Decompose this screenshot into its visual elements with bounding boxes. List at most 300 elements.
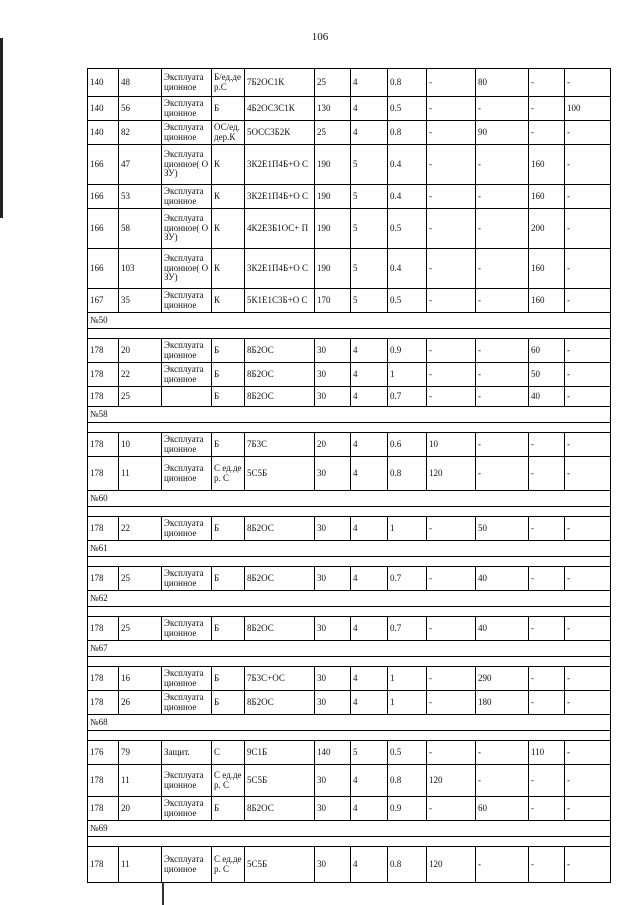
section-label: №60 [88, 491, 611, 507]
cell-species-mark: Б/ед.де р.С [212, 69, 245, 97]
cell-plot: 22 [119, 517, 162, 541]
cell-category: Эксплуата ционное [162, 69, 212, 97]
cell-value-d: - [565, 249, 611, 289]
binding-mark [162, 883, 164, 905]
cell-value-d: - [565, 387, 611, 407]
cell-quarter: 178 [88, 765, 119, 797]
cell-age: 30 [315, 765, 351, 797]
cell-quarter: 166 [88, 185, 119, 209]
cell-density: 0.5 [388, 97, 427, 121]
cell-age: 30 [315, 457, 351, 491]
forest-inventory-table [87, 68, 611, 883]
cell-category: Эксплуата ционное [162, 617, 212, 641]
cell-value-c: - [529, 517, 565, 541]
cell-value-a: 120 [427, 765, 476, 797]
table-body [88, 69, 611, 883]
section-row [88, 313, 611, 329]
cell-value-b: - [476, 765, 529, 797]
cell-composition: 5С5Б [245, 765, 315, 797]
cell-composition: 3К2Е1П4Б+О С [245, 249, 315, 289]
cell-value-d: - [565, 691, 611, 715]
cell-value-d: - [565, 847, 611, 883]
cell-plot: 20 [119, 797, 162, 821]
table-row [88, 517, 611, 541]
cell-composition: 5ОСС3Б2К [245, 121, 315, 145]
cell-density: 0.8 [388, 121, 427, 145]
cell-quarter: 140 [88, 69, 119, 97]
table-row [88, 209, 611, 249]
cell-quarter: 178 [88, 667, 119, 691]
table-row [88, 387, 611, 407]
cell-value-d: - [565, 567, 611, 591]
spacer-row [88, 607, 611, 617]
cell-value-c: - [529, 457, 565, 491]
cell-plot: 56 [119, 97, 162, 121]
cell-value-d: 100 [565, 97, 611, 121]
cell-species-mark: Б [212, 433, 245, 457]
section-label: №58 [88, 407, 611, 423]
cell-density: 0.5 [388, 289, 427, 313]
section-row [88, 491, 611, 507]
cell-species-mark: Б [212, 387, 245, 407]
cell-value-d: - [565, 667, 611, 691]
section-label: №62 [88, 591, 611, 607]
spacer-cell [88, 423, 611, 433]
cell-class: 5 [351, 249, 388, 289]
cell-density: 0.8 [388, 69, 427, 97]
cell-value-b: - [476, 457, 529, 491]
cell-class: 4 [351, 339, 388, 363]
cell-composition: 9С1Б [245, 741, 315, 765]
cell-value-b: - [476, 209, 529, 249]
table-row [88, 567, 611, 591]
cell-value-a: - [427, 69, 476, 97]
cell-age: 30 [315, 339, 351, 363]
cell-species-mark: К [212, 145, 245, 185]
cell-age: 30 [315, 691, 351, 715]
cell-species-mark: Б [212, 617, 245, 641]
section-row [88, 591, 611, 607]
cell-category: Эксплуата ционное [162, 185, 212, 209]
table-row [88, 741, 611, 765]
table-row [88, 249, 611, 289]
cell-species-mark: К [212, 249, 245, 289]
cell-quarter: 176 [88, 741, 119, 765]
section-row [88, 821, 611, 837]
cell-category: Защит. [162, 741, 212, 765]
cell-plot: 10 [119, 433, 162, 457]
cell-composition: 8Б2ОС [245, 339, 315, 363]
cell-value-a: - [427, 209, 476, 249]
cell-value-c: - [529, 667, 565, 691]
cell-density: 1 [388, 363, 427, 387]
cell-age: 25 [315, 121, 351, 145]
cell-value-d: - [565, 289, 611, 313]
cell-composition: 8Б2ОС [245, 617, 315, 641]
cell-species-mark: Б [212, 797, 245, 821]
cell-species-mark: К [212, 289, 245, 313]
cell-plot: 25 [119, 617, 162, 641]
cell-age: 190 [315, 209, 351, 249]
cell-age: 190 [315, 185, 351, 209]
table-row [88, 289, 611, 313]
cell-age: 30 [315, 387, 351, 407]
cell-species-mark: К [212, 185, 245, 209]
cell-composition: 5С5Б [245, 457, 315, 491]
cell-class: 4 [351, 121, 388, 145]
cell-value-c: 200 [529, 209, 565, 249]
cell-density: 0.5 [388, 741, 427, 765]
table-row [88, 145, 611, 185]
spacer-row [88, 731, 611, 741]
cell-value-b: 40 [476, 617, 529, 641]
cell-class: 4 [351, 457, 388, 491]
cell-age: 190 [315, 249, 351, 289]
table-row [88, 363, 611, 387]
spacer-cell [88, 557, 611, 567]
cell-class: 4 [351, 765, 388, 797]
cell-quarter: 178 [88, 797, 119, 821]
cell-value-d: - [565, 209, 611, 249]
table-row [88, 667, 611, 691]
cell-category: Эксплуата ционное [162, 765, 212, 797]
cell-value-b: - [476, 289, 529, 313]
cell-class: 4 [351, 847, 388, 883]
cell-value-c: - [529, 567, 565, 591]
cell-density: 0.4 [388, 249, 427, 289]
cell-category: Эксплуата ционное [162, 457, 212, 491]
cell-value-b: 180 [476, 691, 529, 715]
cell-quarter: 178 [88, 457, 119, 491]
table-row [88, 69, 611, 97]
cell-value-d: - [565, 765, 611, 797]
cell-age: 30 [315, 797, 351, 821]
cell-plot: 26 [119, 691, 162, 715]
cell-value-b: - [476, 847, 529, 883]
section-label: №61 [88, 541, 611, 557]
cell-category: Эксплуата ционное [162, 97, 212, 121]
cell-plot: 11 [119, 457, 162, 491]
cell-age: 20 [315, 433, 351, 457]
cell-value-d: - [565, 797, 611, 821]
cell-age: 30 [315, 847, 351, 883]
margin-bar [0, 38, 3, 218]
cell-species-mark: К [212, 209, 245, 249]
cell-density: 0.7 [388, 617, 427, 641]
cell-density: 0.8 [388, 765, 427, 797]
cell-composition: 3К2Е1П4Б+О С [245, 145, 315, 185]
cell-species-mark: Б [212, 97, 245, 121]
cell-category: Эксплуата ционное [162, 363, 212, 387]
cell-composition: 7Б3С+ОС [245, 667, 315, 691]
cell-value-d: - [565, 69, 611, 97]
cell-value-d: - [565, 433, 611, 457]
cell-category: Эксплуата ционное [162, 433, 212, 457]
cell-class: 4 [351, 433, 388, 457]
cell-value-d: - [565, 339, 611, 363]
cell-density: 0.4 [388, 145, 427, 185]
cell-value-a: - [427, 97, 476, 121]
cell-value-b: - [476, 185, 529, 209]
cell-density: 1 [388, 691, 427, 715]
cell-value-b: - [476, 97, 529, 121]
cell-value-b: - [476, 363, 529, 387]
cell-class: 5 [351, 145, 388, 185]
cell-class: 5 [351, 289, 388, 313]
cell-value-a: - [427, 741, 476, 765]
cell-plot: 103 [119, 249, 162, 289]
cell-plot: 47 [119, 145, 162, 185]
cell-value-c: 60 [529, 339, 565, 363]
cell-class: 5 [351, 185, 388, 209]
cell-value-a: - [427, 249, 476, 289]
cell-plot: 53 [119, 185, 162, 209]
cell-value-a: - [427, 567, 476, 591]
section-row [88, 641, 611, 657]
cell-density: 0.7 [388, 387, 427, 407]
cell-density: 1 [388, 667, 427, 691]
cell-species-mark: Б [212, 567, 245, 591]
section-row [88, 541, 611, 557]
cell-age: 30 [315, 667, 351, 691]
cell-value-a: - [427, 797, 476, 821]
cell-value-b: - [476, 387, 529, 407]
cell-value-c: - [529, 433, 565, 457]
cell-value-a: 10 [427, 433, 476, 457]
spacer-cell [88, 731, 611, 741]
cell-quarter: 178 [88, 847, 119, 883]
table-row [88, 617, 611, 641]
cell-density: 1 [388, 517, 427, 541]
cell-density: 0.8 [388, 457, 427, 491]
cell-value-b: 60 [476, 797, 529, 821]
cell-quarter: 178 [88, 691, 119, 715]
cell-quarter: 166 [88, 249, 119, 289]
cell-age: 25 [315, 69, 351, 97]
cell-composition: 8Б2ОС [245, 363, 315, 387]
cell-density: 0.5 [388, 209, 427, 249]
cell-composition: 4К2Е3Б1ОС+ П [245, 209, 315, 249]
cell-value-d: - [565, 741, 611, 765]
section-row [88, 715, 611, 731]
cell-category: Эксплуата ционное [162, 121, 212, 145]
cell-value-c: - [529, 617, 565, 641]
cell-density: 0.9 [388, 339, 427, 363]
table-row [88, 457, 611, 491]
section-label: №50 [88, 313, 611, 329]
cell-plot: 16 [119, 667, 162, 691]
cell-value-a: - [427, 517, 476, 541]
cell-quarter: 178 [88, 387, 119, 407]
cell-category: Эксплуата ционное [162, 797, 212, 821]
cell-value-d: - [565, 517, 611, 541]
cell-plot: 20 [119, 339, 162, 363]
cell-quarter: 178 [88, 339, 119, 363]
cell-plot: 82 [119, 121, 162, 145]
cell-plot: 25 [119, 387, 162, 407]
table-row [88, 847, 611, 883]
table-row [88, 797, 611, 821]
cell-plot: 22 [119, 363, 162, 387]
cell-density: 0.8 [388, 847, 427, 883]
spacer-row [88, 507, 611, 517]
cell-age: 30 [315, 517, 351, 541]
cell-value-a: - [427, 121, 476, 145]
cell-category: Эксплуата ционное [162, 691, 212, 715]
cell-quarter: 167 [88, 289, 119, 313]
cell-age: 30 [315, 567, 351, 591]
cell-value-d: - [565, 617, 611, 641]
cell-value-d: - [565, 363, 611, 387]
cell-class: 4 [351, 97, 388, 121]
cell-category: Эксплуата ционное [162, 339, 212, 363]
cell-category: Эксплуата ционное [162, 517, 212, 541]
cell-species-mark: Б [212, 667, 245, 691]
cell-composition: 8Б2ОС [245, 567, 315, 591]
cell-value-a: - [427, 617, 476, 641]
cell-composition: 8Б2ОС [245, 387, 315, 407]
cell-composition: 7Б3С [245, 433, 315, 457]
table-row [88, 97, 611, 121]
cell-value-c: - [529, 97, 565, 121]
cell-value-a: - [427, 289, 476, 313]
cell-species-mark: С ед.дер. С [212, 457, 245, 491]
cell-class: 5 [351, 209, 388, 249]
cell-species-mark: Б [212, 363, 245, 387]
cell-plot: 11 [119, 765, 162, 797]
cell-value-c: 160 [529, 249, 565, 289]
cell-category: Эксплуата ционное( ОЗУ) [162, 249, 212, 289]
section-label: №68 [88, 715, 611, 731]
table-row [88, 339, 611, 363]
cell-value-a: - [427, 145, 476, 185]
spacer-cell [88, 607, 611, 617]
cell-quarter: 178 [88, 567, 119, 591]
table-row [88, 433, 611, 457]
cell-value-a: 120 [427, 457, 476, 491]
cell-composition: 5С5Б [245, 847, 315, 883]
cell-value-a: 120 [427, 847, 476, 883]
cell-class: 4 [351, 667, 388, 691]
cell-category: Эксплуата ционное( ОЗУ) [162, 209, 212, 249]
spacer-row [88, 329, 611, 339]
table-row [88, 185, 611, 209]
cell-plot: 35 [119, 289, 162, 313]
cell-value-b: 290 [476, 667, 529, 691]
cell-age: 190 [315, 145, 351, 185]
cell-class: 4 [351, 387, 388, 407]
cell-plot: 25 [119, 567, 162, 591]
cell-class: 4 [351, 363, 388, 387]
cell-category: Эксплуата ционное( ОЗУ) [162, 145, 212, 185]
cell-age: 130 [315, 97, 351, 121]
cell-value-c: - [529, 847, 565, 883]
table-row [88, 691, 611, 715]
cell-value-c: 160 [529, 185, 565, 209]
spacer-row [88, 557, 611, 567]
cell-composition: 3К2Е1П4Б+О С [245, 185, 315, 209]
cell-value-c: 50 [529, 363, 565, 387]
cell-class: 4 [351, 69, 388, 97]
cell-value-c: - [529, 121, 565, 145]
cell-composition: 8Б2ОС [245, 797, 315, 821]
cell-age: 30 [315, 617, 351, 641]
cell-value-c: - [529, 69, 565, 97]
cell-species-mark: Б [212, 691, 245, 715]
cell-value-c: - [529, 691, 565, 715]
section-label: №67 [88, 641, 611, 657]
section-row [88, 407, 611, 423]
cell-value-b: 50 [476, 517, 529, 541]
cell-species-mark: ОС/ед. дер.К [212, 121, 245, 145]
cell-composition: 5К1Е1С3Б+О С [245, 289, 315, 313]
cell-value-a: - [427, 339, 476, 363]
cell-category: Эксплуата ционное [162, 847, 212, 883]
cell-quarter: 166 [88, 145, 119, 185]
cell-plot: 48 [119, 69, 162, 97]
cell-species-mark: Б [212, 339, 245, 363]
cell-category: Эксплуата ционное [162, 667, 212, 691]
section-label: №69 [88, 821, 611, 837]
spacer-cell [88, 329, 611, 339]
cell-value-c: 40 [529, 387, 565, 407]
cell-species-mark: С ед.дер. С [212, 765, 245, 797]
cell-species-mark: С [212, 741, 245, 765]
cell-class: 4 [351, 797, 388, 821]
cell-density: 0.6 [388, 433, 427, 457]
cell-value-b: - [476, 339, 529, 363]
cell-plot: 79 [119, 741, 162, 765]
cell-age: 140 [315, 741, 351, 765]
cell-class: 5 [351, 741, 388, 765]
spacer-row [88, 423, 611, 433]
cell-density: 0.4 [388, 185, 427, 209]
cell-quarter: 178 [88, 363, 119, 387]
cell-value-a: - [427, 667, 476, 691]
cell-value-c: 160 [529, 289, 565, 313]
cell-age: 170 [315, 289, 351, 313]
cell-composition: 8Б2ОС [245, 691, 315, 715]
spacer-row [88, 837, 611, 847]
cell-composition: 4Б2ОС3С1К [245, 97, 315, 121]
cell-class: 4 [351, 567, 388, 591]
cell-value-b: - [476, 145, 529, 185]
cell-value-d: - [565, 145, 611, 185]
cell-composition: 7Б2ОС1К [245, 69, 315, 97]
cell-density: 0.9 [388, 797, 427, 821]
table-row [88, 121, 611, 145]
cell-value-b: - [476, 741, 529, 765]
cell-class: 4 [351, 517, 388, 541]
cell-quarter: 140 [88, 121, 119, 145]
cell-value-d: - [565, 457, 611, 491]
cell-value-a: - [427, 363, 476, 387]
cell-value-b: 40 [476, 567, 529, 591]
cell-category: Эксплуата ционное [162, 567, 212, 591]
cell-plot: 58 [119, 209, 162, 249]
table-row [88, 765, 611, 797]
cell-value-b: 80 [476, 69, 529, 97]
cell-quarter: 166 [88, 209, 119, 249]
cell-quarter: 178 [88, 433, 119, 457]
cell-value-b: - [476, 249, 529, 289]
spacer-cell [88, 657, 611, 667]
cell-category [162, 387, 212, 407]
page-number: 106 [311, 31, 329, 43]
cell-species-mark: С ед.дер. С [212, 847, 245, 883]
cell-value-a: - [427, 691, 476, 715]
cell-value-b: 90 [476, 121, 529, 145]
